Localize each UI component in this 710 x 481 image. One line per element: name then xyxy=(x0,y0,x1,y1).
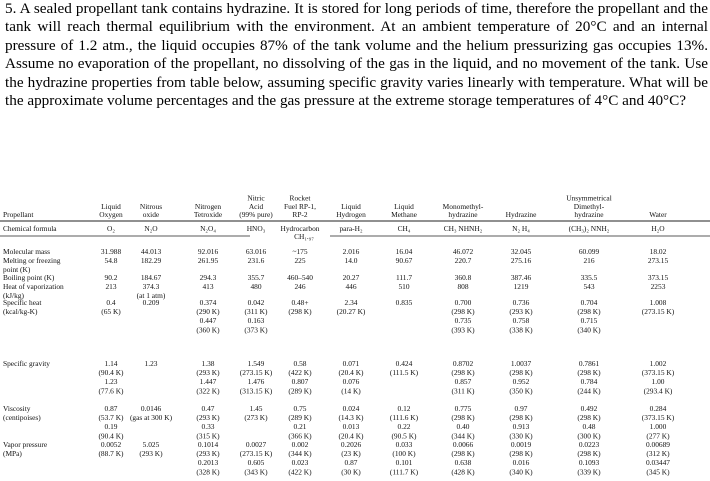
column-header: Rocket xyxy=(289,193,311,203)
property-value: 0.076 xyxy=(342,377,360,387)
property-value: 0.775 xyxy=(454,404,472,413)
property-value: 335.5 xyxy=(580,273,598,282)
property-value: (273.15 K) xyxy=(239,368,273,378)
property-value: (111.6 K) xyxy=(389,413,419,423)
chemical-formula-cell: N₂ H₄ xyxy=(512,224,530,233)
property-value: 54.8 xyxy=(104,256,118,265)
property-value: (293 K) xyxy=(509,307,533,317)
property-value: 0.0027 xyxy=(245,440,267,449)
property-value: 5.025 xyxy=(142,440,160,449)
property-value: (88.7 K) xyxy=(98,449,124,459)
property-value: 0.33 xyxy=(201,422,215,432)
property-value: 0.857 xyxy=(454,377,472,387)
property-value: 0.033 xyxy=(395,440,413,449)
property-value: (350 K) xyxy=(509,386,533,396)
problem-statement: 5. A sealed propellant tank contains hydrazine. It is stored for long periods of time, therefore the propellant and the tank will reach thermal equilibrium with the environment. At an ambient temperature of 20°C and an internal pressure of 1.2 atm., the liquid occupies 87% of the tank volume and the helium pressurizing gas occupies 13%. Assume no evaporation of the propellant, no dissolving of the gas in the liquid, and no movement of the tank. Use the hydrazine properties from table below, assuming specific gravity varies linearly with temperature. What will be the approximate volume percentages and the gas pressure at the extreme storage temperatures of 4°C and 40°C? xyxy=(5,0,708,110)
property-label: Viscosity xyxy=(3,404,31,413)
property-value: 387.46 xyxy=(510,273,532,282)
property-value: (at 1 atm) xyxy=(136,291,166,301)
property-value: 0.605 xyxy=(247,458,265,468)
property-value: 111.7 xyxy=(395,273,413,282)
property-value: (23 K) xyxy=(341,449,361,459)
chemical-formula-cell: CH₁.₉₇ xyxy=(294,232,314,241)
property-value: 0.0052 xyxy=(100,440,122,449)
property-value: 0.4 xyxy=(106,298,116,307)
property-value: 0.48 xyxy=(582,422,596,432)
chemical-formula-cell: N₂O₄ xyxy=(200,224,216,233)
property-value: (273.15 K) xyxy=(641,307,675,317)
property-value: 31.988 xyxy=(100,247,122,256)
property-value: (gas at 300 K) xyxy=(129,413,173,423)
property-value: (298 K) xyxy=(451,368,475,378)
property-value: (290 K) xyxy=(196,307,220,317)
property-value: (244 K) xyxy=(577,386,601,396)
property-value: 0.835 xyxy=(395,298,413,307)
property-value: 0.75 xyxy=(293,404,307,413)
property-value: (298 K) xyxy=(509,368,533,378)
property-value: (111.5 K) xyxy=(389,368,419,378)
property-value: (289 K) xyxy=(288,386,312,396)
column-header: (99% pure) xyxy=(239,210,273,219)
property-value: 0.284 xyxy=(649,404,667,413)
header-propellant-label: Propellant xyxy=(3,210,34,219)
property-value: 220.7 xyxy=(454,256,472,265)
property-label: Specific heat xyxy=(3,298,42,307)
property-value: 182.29 xyxy=(140,256,162,265)
chemical-formula-cell: (CH₃)₂ NNH₂ xyxy=(568,224,610,233)
property-label: (MPa) xyxy=(3,449,22,459)
property-value: 0.0019 xyxy=(510,440,532,449)
property-label: Melting or freezing xyxy=(3,256,61,265)
property-value: (293 K) xyxy=(196,368,220,378)
property-value: 0.101 xyxy=(395,458,413,468)
property-value: 1.002 xyxy=(649,359,667,368)
property-value: 0.00689 xyxy=(645,440,671,449)
property-value: 92.016 xyxy=(197,247,219,256)
property-value: 373.15 xyxy=(647,273,669,282)
property-value: 44.013 xyxy=(140,247,162,256)
property-value: 510 xyxy=(398,282,410,291)
property-value: (298 K) xyxy=(577,449,601,459)
column-header: Dimethyl- xyxy=(573,201,605,211)
property-value: (338 K) xyxy=(509,325,533,335)
property-label: (centipoises) xyxy=(3,413,41,423)
property-value: 446 xyxy=(345,282,357,291)
column-header: Nitric xyxy=(247,193,265,203)
property-value: 0.042 xyxy=(247,298,265,307)
property-value: (293 K) xyxy=(196,413,220,423)
property-value: 14.0 xyxy=(344,256,358,265)
property-value: 0.1014 xyxy=(197,440,219,449)
property-value: (313.15 K) xyxy=(239,386,273,396)
column-header: hydrazine xyxy=(574,210,604,219)
property-value: 0.024 xyxy=(342,404,360,413)
column-header: Liquid xyxy=(341,201,361,211)
property-value: 0.736 xyxy=(512,298,530,307)
property-value: (111.7 K) xyxy=(389,467,419,477)
column-header: Oxygen xyxy=(99,210,123,219)
property-value: 0.807 xyxy=(291,377,309,387)
chemical-formula-cell: para-H₂ xyxy=(339,224,363,233)
property-value: (90.4 K) xyxy=(98,368,124,378)
property-value: 2.34 xyxy=(344,298,358,307)
property-value: (373.15 K) xyxy=(641,368,675,378)
property-value: (298 K) xyxy=(509,413,533,423)
property-value: 1.447 xyxy=(199,377,217,387)
property-value: 0.40 xyxy=(456,422,470,432)
property-value: (20.4 K) xyxy=(338,368,364,378)
chemical-formula-cell: Hydrocarbon xyxy=(280,224,320,233)
property-value: (298 K) xyxy=(577,368,601,378)
column-header: Monomethyl- xyxy=(442,201,484,211)
property-value: 480 xyxy=(250,282,262,291)
property-value: (340 K) xyxy=(577,325,601,335)
property-value: (30 K) xyxy=(341,467,361,477)
property-value: 0.21 xyxy=(293,422,307,432)
property-value: (14 K) xyxy=(341,386,361,396)
property-value: 1.14 xyxy=(104,359,118,368)
property-value: (20.4 K) xyxy=(338,431,364,441)
property-value: 1.45 xyxy=(249,404,263,413)
property-value: (273 K) xyxy=(244,413,268,423)
property-value: 261.95 xyxy=(197,256,219,265)
property-value: 1.23 xyxy=(144,359,158,368)
property-value: 0.952 xyxy=(512,377,530,387)
property-value: 355.7 xyxy=(247,273,265,282)
property-value: 0.016 xyxy=(512,458,530,468)
property-value: (366 K) xyxy=(288,431,312,441)
property-value: 213 xyxy=(105,282,117,291)
property-value: 18.02 xyxy=(649,247,667,256)
property-value: (293 K) xyxy=(196,449,220,459)
column-header: Fuel RP-1, xyxy=(283,201,317,211)
column-header: Water xyxy=(649,210,667,219)
property-value: (311 K) xyxy=(244,307,268,317)
column-header: Unsymmetrical xyxy=(566,193,612,203)
property-label: Molecular mass xyxy=(3,247,50,256)
property-value: (393 K) xyxy=(451,325,475,335)
property-value: 1.00 xyxy=(651,377,665,387)
property-value: 0.58 xyxy=(293,359,307,368)
property-value: 0.758 xyxy=(512,316,530,326)
property-value: (289 K) xyxy=(288,413,312,423)
property-value: 0.704 xyxy=(580,298,598,307)
property-value: 543 xyxy=(583,282,595,291)
property-value: (315 K) xyxy=(196,431,220,441)
column-header: Hydrogen xyxy=(336,210,366,219)
property-value: 0.784 xyxy=(580,377,598,387)
property-value: 0.163 xyxy=(247,316,265,326)
chemical-formula-cell: O₂ xyxy=(107,224,115,233)
property-value: (298 K) xyxy=(451,413,475,423)
property-value: 216 xyxy=(583,256,595,265)
property-value: 275.16 xyxy=(510,256,532,265)
property-value: (422 K) xyxy=(288,368,312,378)
property-value: (344 K) xyxy=(288,449,312,459)
property-value: 0.19 xyxy=(104,422,118,432)
property-value: 0.913 xyxy=(512,422,530,432)
property-value: 0.03447 xyxy=(645,458,671,468)
chemical-formula-cell: CH₄ xyxy=(397,224,411,233)
property-value: (90.4 K) xyxy=(98,431,124,441)
property-value: (345 K) xyxy=(646,467,670,477)
property-value: 374.3 xyxy=(142,282,160,291)
property-value: ~175 xyxy=(292,247,308,256)
column-header: Methane xyxy=(391,210,417,219)
property-value: 294.3 xyxy=(199,273,217,282)
property-value: 0.22 xyxy=(397,422,411,432)
property-value: 0.2026 xyxy=(340,440,362,449)
property-value: 0.0146 xyxy=(140,404,162,413)
property-value: (311 K) xyxy=(451,386,475,396)
property-value: 20.27 xyxy=(342,273,360,282)
property-value: 1.38 xyxy=(201,359,215,368)
column-header: Tetroxide xyxy=(193,210,223,219)
column-header: Nitrogen xyxy=(194,201,222,211)
property-value: (65 K) xyxy=(101,307,121,317)
property-value: (277 K) xyxy=(646,431,670,441)
property-value: 0.023 xyxy=(291,458,309,468)
chemical-formula-cell: CH₃ NHNH₂ xyxy=(443,224,483,233)
property-value: 0.8702 xyxy=(452,359,474,368)
property-value: 0.013 xyxy=(342,422,360,432)
property-value: (77.6 K) xyxy=(98,386,124,396)
property-value: (360 K) xyxy=(196,325,220,335)
property-value: 1.000 xyxy=(649,422,667,432)
property-value: 0.0066 xyxy=(452,440,474,449)
property-value: 46.072 xyxy=(452,247,474,256)
property-value: 1.23 xyxy=(104,377,118,387)
property-value: 1.476 xyxy=(247,377,265,387)
property-value: (330 K) xyxy=(509,431,533,441)
property-value: (90.5 K) xyxy=(391,431,417,441)
table-canvas xyxy=(0,176,710,481)
property-value: 32.045 xyxy=(510,247,532,256)
property-value: (14.3 K) xyxy=(338,413,364,423)
property-value: (422 K) xyxy=(288,467,312,477)
property-value: 0.7861 xyxy=(578,359,600,368)
property-value: 90.67 xyxy=(395,256,413,265)
property-value: 1219 xyxy=(513,282,529,291)
column-header: Hydrazine xyxy=(505,210,537,219)
column-header: Liquid xyxy=(101,201,121,211)
property-value: (53.7 K) xyxy=(98,413,124,423)
property-value: (328 K) xyxy=(196,467,220,477)
property-value: 0.374 xyxy=(199,298,217,307)
property-value: 360.8 xyxy=(454,273,472,282)
propellant-properties-table xyxy=(0,176,710,481)
property-label: Heat of vaporization xyxy=(3,282,64,291)
property-value: 0.715 xyxy=(580,316,598,326)
property-value: (428 K) xyxy=(451,467,475,477)
property-value: (300 K) xyxy=(577,431,601,441)
property-value: 0.492 xyxy=(580,404,598,413)
property-value: 0.209 xyxy=(142,298,160,307)
property-value: (339 K) xyxy=(577,467,601,477)
chemical-formula-cell: N₂O xyxy=(144,224,158,233)
property-value: (293 K) xyxy=(139,449,163,459)
property-value: 0.002 xyxy=(291,440,309,449)
property-value: 16.04 xyxy=(395,247,413,256)
property-value: (298 K) xyxy=(451,307,475,317)
property-value: (322 K) xyxy=(196,386,220,396)
property-value: 0.700 xyxy=(454,298,472,307)
property-value: 0.87 xyxy=(104,404,118,413)
property-value: 184.67 xyxy=(140,273,162,282)
property-label: (kJ/kg) xyxy=(3,291,24,301)
property-value: 0.638 xyxy=(454,458,472,468)
property-value: (373.15 K) xyxy=(641,413,675,423)
property-value: 0.2013 xyxy=(197,458,219,468)
property-value: 90.2 xyxy=(104,273,118,282)
chemical-formula-cell: H₂O xyxy=(651,224,665,233)
property-value: (298 K) xyxy=(577,413,601,423)
property-label: Vapor pressure xyxy=(3,440,48,449)
property-label: Specific gravity xyxy=(3,359,50,368)
property-value: (293.4 K) xyxy=(643,386,673,396)
property-value: 2253 xyxy=(650,282,666,291)
property-value: 0.1093 xyxy=(578,458,600,468)
property-label: Boiling point (K) xyxy=(3,273,55,282)
property-value: (273.15 K) xyxy=(239,449,273,459)
property-value: (298 K) xyxy=(509,449,533,459)
property-value: 0.47 xyxy=(201,404,215,413)
property-value: 225 xyxy=(294,256,306,265)
property-value: 0.48+ xyxy=(291,298,309,307)
property-value: (312 K) xyxy=(646,449,670,459)
column-header: Acid xyxy=(248,201,264,211)
column-header: RP-2 xyxy=(292,210,308,219)
property-value: 413 xyxy=(202,282,214,291)
column-header: Liquid xyxy=(394,201,414,211)
column-header: hydrazine xyxy=(448,210,478,219)
property-value: (20.27 K) xyxy=(336,307,366,317)
property-value: 1.008 xyxy=(649,298,667,307)
property-value: 0.12 xyxy=(397,404,411,413)
property-value: 231.6 xyxy=(247,256,265,265)
property-value: 0.735 xyxy=(454,316,472,326)
property-value: 60.099 xyxy=(578,247,600,256)
property-value: (298 K) xyxy=(577,307,601,317)
property-value: (340 K) xyxy=(509,467,533,477)
property-value: 1.549 xyxy=(247,359,265,368)
property-value: 1.0037 xyxy=(510,359,532,368)
chemical-formula-cell: HNO₃ xyxy=(246,224,266,233)
property-value: 0.0223 xyxy=(578,440,600,449)
property-value: 273.15 xyxy=(647,256,669,265)
property-value: 808 xyxy=(457,282,469,291)
column-header: Nitrous xyxy=(139,201,163,211)
property-value: 0.97 xyxy=(514,404,528,413)
property-value: 63.016 xyxy=(245,247,267,256)
chemical-formula-label: Chemical formula xyxy=(3,224,57,233)
property-label: (kcal/kg-K) xyxy=(3,307,38,317)
property-value: 0.424 xyxy=(395,359,413,368)
property-label: point (K) xyxy=(3,265,31,275)
property-value: (100 K) xyxy=(392,449,416,459)
property-value: 0.071 xyxy=(342,359,360,368)
property-value: 0.87 xyxy=(344,458,358,468)
property-value: 460–540 xyxy=(287,273,313,282)
property-value: (298 K) xyxy=(451,449,475,459)
property-value: 2.016 xyxy=(342,247,360,256)
property-value: (373 K) xyxy=(244,325,268,335)
property-value: (344 K) xyxy=(451,431,475,441)
property-value: (343 K) xyxy=(244,467,268,477)
column-header: oxide xyxy=(142,210,160,219)
property-value: (298 K) xyxy=(288,307,312,317)
property-value: 246 xyxy=(294,282,306,291)
property-value: 0.447 xyxy=(199,316,217,326)
